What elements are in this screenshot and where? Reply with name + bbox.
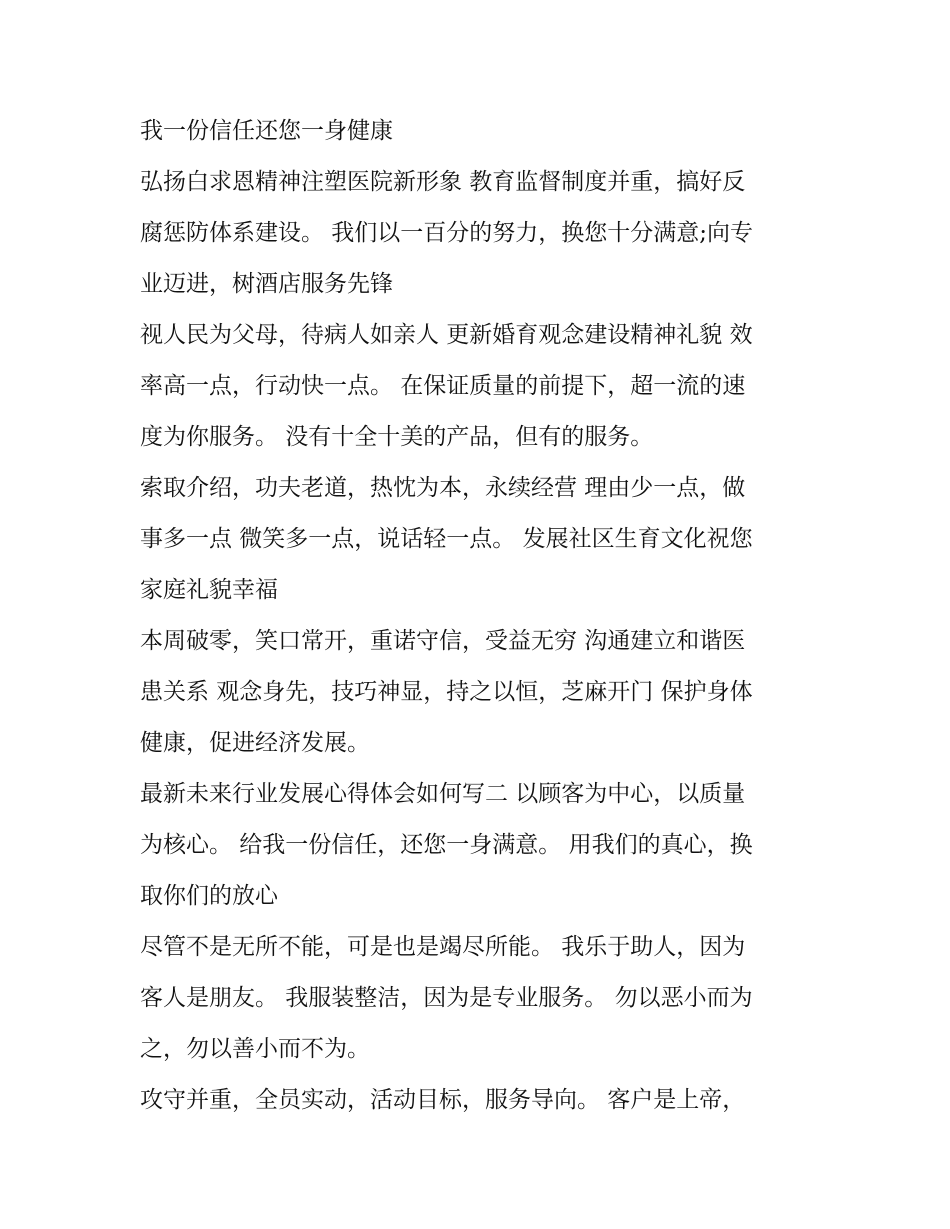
paragraph-5 <box>140 616 810 769</box>
paragraph-6 <box>140 769 810 922</box>
text-line: 患关系 观念身先，技巧神显，持之以恒，芝麻开门 保护身体 <box>140 679 753 705</box>
document-body <box>140 106 810 1126</box>
paragraph-1 <box>140 106 810 157</box>
text-line: 我一份信任还您一身健康 <box>140 118 393 144</box>
text-line: 弘扬白求恩精神注塑医院新形象 教育监督制度并重，搞好反 <box>140 169 746 195</box>
paragraph-4 <box>140 463 810 616</box>
text-line: 为核心。 给我一份信任，还您一身满意。 用我们的真心，换 <box>140 832 753 858</box>
paragraph-8 <box>140 1075 810 1126</box>
text-line: 事多一点 微笑多一点，说话轻一点。 发展社区生育文化祝您 <box>140 526 753 552</box>
paragraph-3 <box>140 310 810 463</box>
text-line: 业迈进，树酒店服务先锋 <box>140 271 393 297</box>
paragraph-7 <box>140 922 810 1075</box>
text-line: 度为你服务。 没有十全十美的产品，但有的服务。 <box>140 424 654 450</box>
text-line: 本周破零，笑口常开，重诺守信，受益无穷 沟通建立和谐医 <box>140 628 746 654</box>
text-line: 之，勿以善小而不为。 <box>140 1036 370 1062</box>
text-line: 尽管不是无所不能，可是也是竭尽所能。 我乐于助人，因为 <box>140 934 746 960</box>
text-line: 索取介绍，功夫老道，热忱为本，永续经营 理由少一点，做 <box>140 475 746 501</box>
paragraph-2 <box>140 157 810 310</box>
text-line: 腐惩防体系建设。 我们以一百分的努力，换您十分满意;向专 <box>140 220 754 246</box>
text-line: 最新未来行业发展心得体会如何写二 以顾客为中心，以质量 <box>140 781 746 807</box>
text-line: 率高一点，行动快一点。 在保证质量的前提下，超一流的速 <box>140 373 746 399</box>
text-line: 健康，促进经济发展。 <box>140 730 370 756</box>
text-line: 取你们的放心 <box>140 883 278 909</box>
text-line: 攻守并重，全员实动，活动目标，服务导向。 客户是上帝， <box>140 1087 746 1113</box>
text-line: 视人民为父母，待病人如亲人 更新婚育观念建设精神礼貌 效 <box>140 322 753 348</box>
text-line: 客人是朋友。 我服装整洁，因为是专业服务。 勿以恶小而为 <box>140 985 753 1011</box>
text-line: 家庭礼貌幸福 <box>140 577 278 603</box>
